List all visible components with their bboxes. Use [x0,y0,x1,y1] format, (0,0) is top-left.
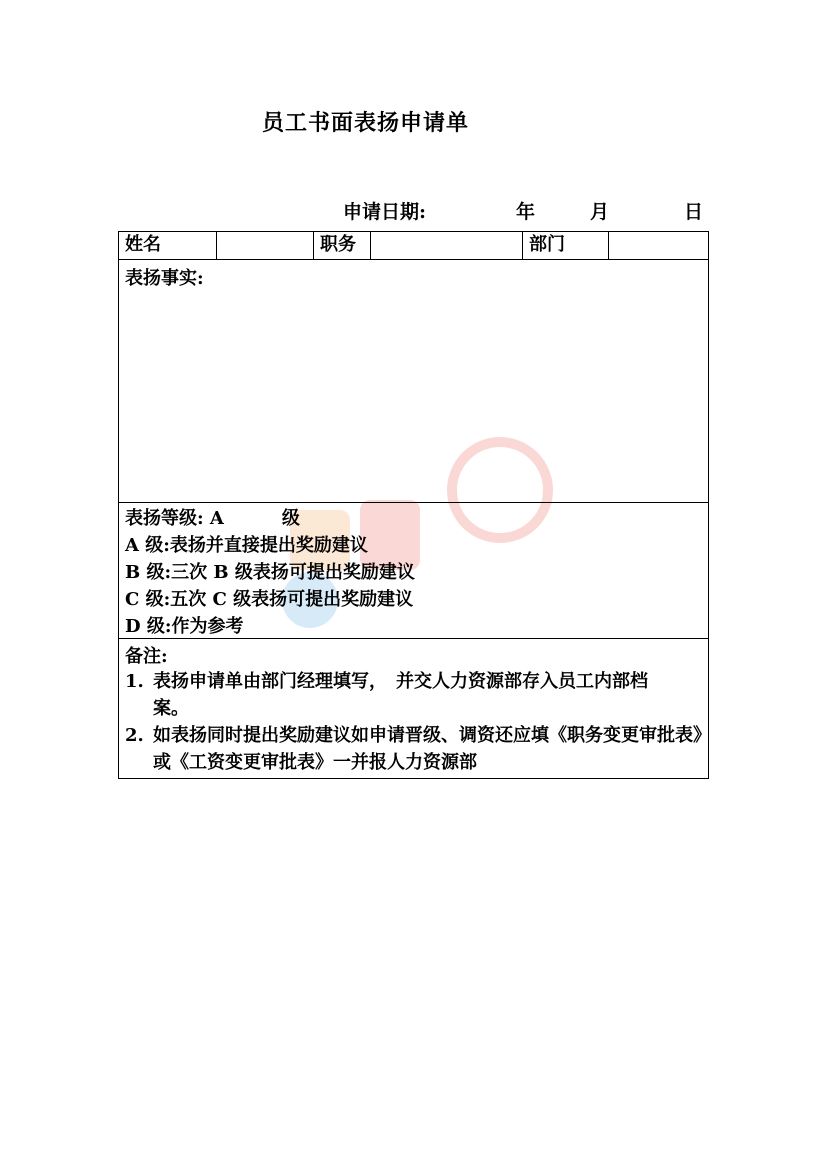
note-text: 如表扬同时提出奖励建议如申请晋级、调资还应填《职务变更审批表》或《工资变更审批表》一并报人力资源部 [153,725,702,773]
praise-facts-section[interactable] [119,260,708,503]
level-a-description: A 级:表扬并直接提出奖励建议 [125,535,368,556]
level-c-description: C 级:五次 C 级表扬可提出奖励建议 [125,589,414,610]
note-item [125,668,702,722]
department-field[interactable] [609,232,708,259]
praise-facts-label: 表扬事实: [125,268,204,289]
date-year-label: 年 [516,201,536,223]
date-day-label: 日 [684,201,704,223]
position-label: 职务 [314,232,371,259]
note-number: 2. [125,725,144,746]
praise-level-label: 表扬等级: A [125,508,224,529]
level-d-description: D 级:作为参考 [125,616,244,637]
form-title: 员工书面表扬申请单 [262,110,470,136]
name-field[interactable] [217,232,314,259]
employee-info-row [119,232,708,260]
note-text: 表扬申请单由部门经理填写， 并交人力资源部存入员工内部档 案。 [153,671,684,719]
notes-label: 备注: [125,646,168,667]
name-label: 姓名 [119,232,217,259]
level-b-description: B 级:三次 B 级表扬可提出奖励建议 [125,562,415,583]
praise-level-suffix: 级 [281,508,300,529]
praise-application-form [118,231,709,779]
notes-section [119,639,708,778]
praise-level-section [119,503,708,639]
praise-level-field[interactable] [125,505,702,532]
application-date-label: 申请日期: [343,201,427,223]
note-item [125,722,702,776]
position-field[interactable] [371,232,523,259]
note-number: 1. [125,671,144,692]
date-month-label: 月 [590,201,610,223]
department-label: 部门 [523,232,609,259]
